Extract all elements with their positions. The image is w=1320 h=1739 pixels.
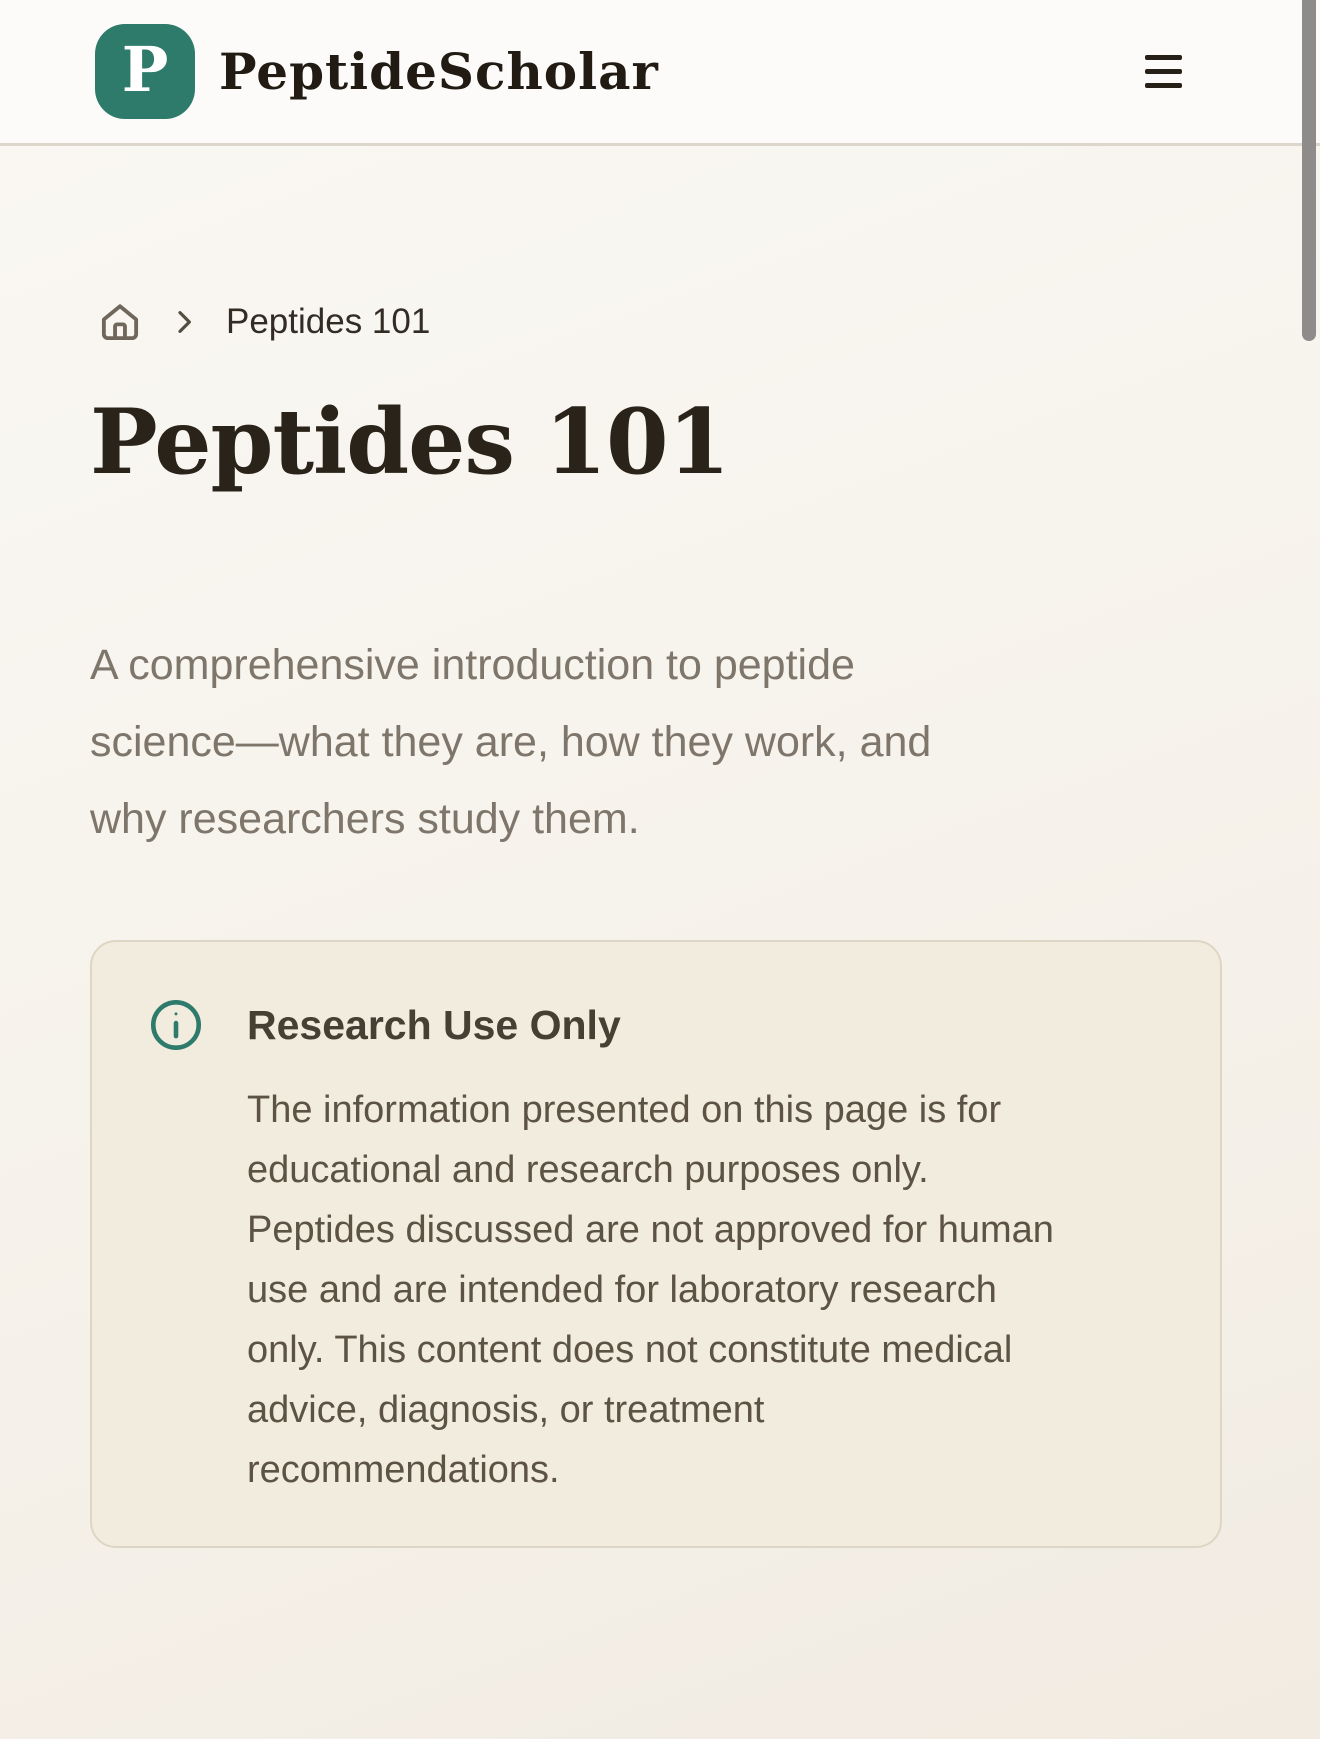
- callout-body: The information presented on this page is for educational and research purposes only. Peptides discussed are not approved for human use and are intended for laboratory research only. This content does not constitute medical advice, diagnosis, or treatment recommendations.: [247, 1089, 1054, 1491]
- info-icon: [147, 996, 205, 1054]
- hamburger-menu-button[interactable]: [1145, 55, 1182, 88]
- breadcrumb-current: Peptides 101: [226, 302, 431, 341]
- page-subtitle: A comprehensive introduction to peptide science—what they are, how they work, and why researchers study them.: [90, 641, 932, 843]
- hamburger-menu-icon: [1145, 83, 1182, 88]
- brand-logo[interactable]: [95, 24, 195, 119]
- main-content: [0, 300, 1320, 1548]
- breadcrumb: [90, 300, 1222, 344]
- hamburger-menu-icon: [1145, 55, 1182, 60]
- brand-title[interactable]: PeptideScholar: [219, 42, 659, 101]
- page-title: Peptides 101: [90, 389, 730, 495]
- chevron-right-icon: [168, 306, 200, 338]
- app-header: [0, 0, 1320, 146]
- home-icon: [98, 300, 142, 344]
- hamburger-menu-icon: [1145, 69, 1182, 74]
- research-use-only-callout: [90, 940, 1222, 1548]
- breadcrumb-home-link[interactable]: [98, 300, 142, 344]
- callout-title: Research Use Only: [247, 1002, 621, 1048]
- brand-logo-letter: P: [121, 32, 169, 106]
- callout-header: [147, 996, 1160, 1054]
- scrollbar-thumb[interactable]: [1302, 0, 1316, 341]
